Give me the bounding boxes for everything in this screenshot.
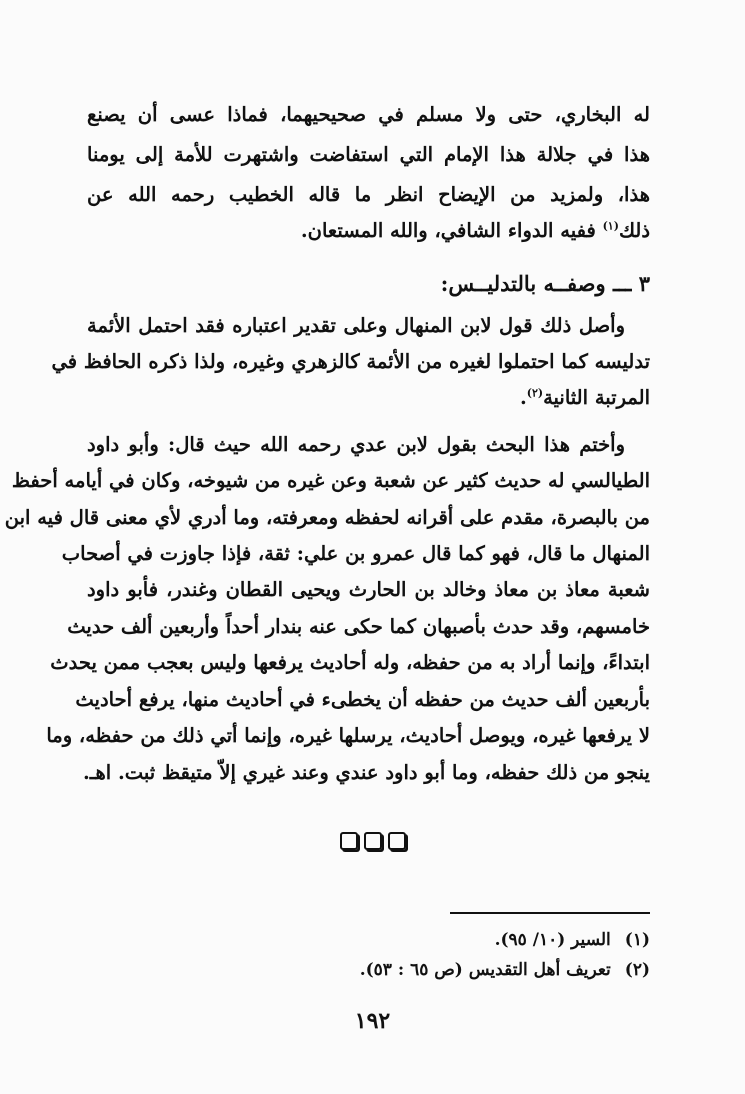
footnote-text: تعريف أهل التقديس (ص ٦٥ : ٥٣). — [359, 960, 611, 980]
page-number: ١٩٢ — [354, 1008, 391, 1034]
footnote-ref[interactable]: (١) — [602, 219, 619, 233]
footnote-text: السير (١٠/ ٩٥). — [494, 930, 611, 950]
paragraph-line: هذا في جلالة هذا الإمام التي استفاضت واشتهرت للأمة إلى يومنا — [87, 143, 650, 166]
section-separator — [0, 832, 745, 854]
footnote-number: (٢) — [624, 960, 650, 980]
paragraph-line: ابتداءً، وإنما أراد به من حفظه، وله أحاديث يرفعها وليس بعجب ممن يحدث — [50, 651, 650, 674]
paragraph-line: هذا، ولمزيد من الإيضاح انظر ما قاله الخطيب رحمه الله عن — [87, 183, 650, 206]
section-heading: ٣ ـــ وصفــه بالتدليــس: — [440, 271, 650, 296]
paragraph-line: ذلك$^{(١)}$ ففيه الدواء الشافي، والله المستعان. — [300, 219, 650, 242]
square-ornament-icon — [364, 832, 382, 850]
paragraph-line: شعبة معاذ بن معاذ وخالد بن الحارث ويحيى القطان وغندر، فأبو داود — [87, 578, 650, 601]
paragraph-line: المرتبة الثانية$^{(٢)}$. — [519, 386, 650, 409]
paragraph-line: ينجو من ذلك حفظه، وما أبو داود عندي وعند غيري إلاّ متيقظ ثبت. اهـ. — [82, 761, 650, 784]
square-ornament-icon — [340, 832, 358, 850]
paragraph-line: خامسهم، وقد حدث بأصبهان كما حكى عنه بندار أحداً وأربعين ألف حديث — [67, 615, 650, 638]
paragraph-line: المنهال ما قال، فهو كما قال عمرو بن علي: ثقة، فإذا جاوزت في أصحاب — [61, 542, 650, 565]
paragraph-line: من بالبصرة، مقدم على أقرانه لحفظه ومعرفته، وما أدري لأي معنى قال فيه ابن — [4, 506, 650, 529]
square-ornament-icon — [388, 832, 406, 850]
paragraph-line: لا يرفعها غيره، ويوصل أحاديث، يرسلها غيره، وإنما أتي ذلك من حفظه، وما — [46, 724, 650, 747]
footnote-divider — [450, 912, 650, 914]
paragraph-line: وأختم هذا البحث بقول لابن عدي رحمه الله حيث قال: وأبو داود — [87, 433, 625, 456]
paragraph-line: تدليسه كما احتملوا لغيره من الأئمة كالزهري وغيره، ولذا ذكره الحافظ في — [51, 350, 650, 373]
footnote — [360, 956, 650, 984]
footnote-number: (١) — [624, 930, 650, 950]
footnote — [495, 926, 650, 954]
paragraph-line: وأصل ذلك قول لابن المنهال وعلى تقدير اعتباره فقد احتمل الأئمة — [87, 314, 625, 337]
footnote-ref[interactable]: (٢) — [526, 386, 544, 400]
paragraph-line: الطيالسي له حديث كثير عن شعبة وعن غيره من شيوخه، وكان في أيامه أحفظ — [11, 469, 650, 492]
paragraph-line: له البخاري، حتى ولا مسلم في صحيحيهما، فماذا عسى أن يصنع — [87, 103, 650, 126]
paragraph-line: بأربعين ألف حديث من حفظه أن يخطىء في أحاديث منها، يرفع أحاديث — [75, 688, 650, 711]
